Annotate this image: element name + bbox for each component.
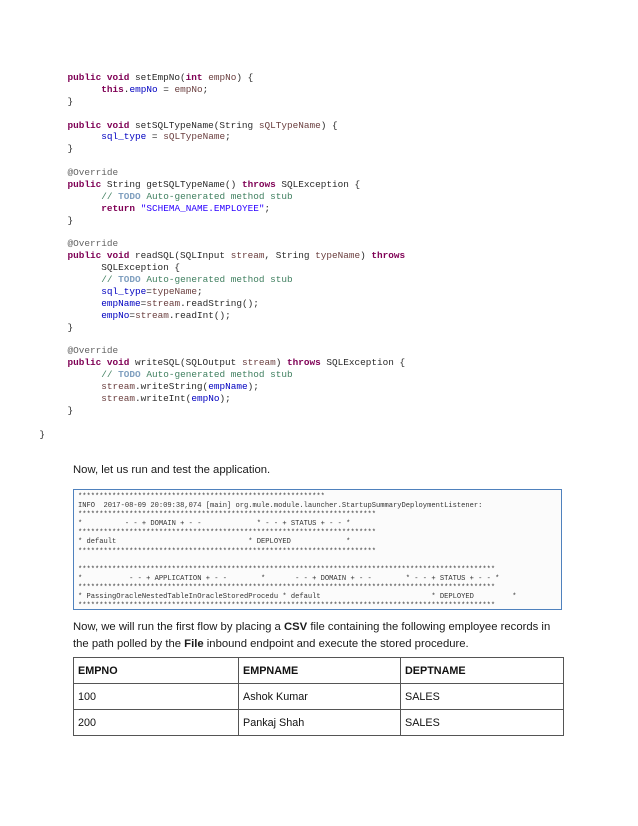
table-cell: 200 <box>74 710 239 736</box>
code-line-get-sql-type-name: public String getSQLTypeName() throws SQLException { <box>67 179 361 191</box>
table-row <box>74 710 564 736</box>
code-line: stream.writeString(empName); <box>101 381 259 393</box>
code-line: } <box>67 143 74 155</box>
code-line-comment: // TODO Auto-generated method stub <box>101 190 293 202</box>
code-line-class-close: } <box>39 428 46 440</box>
column-header-empno: EMPNO <box>74 658 239 684</box>
column-header-empname: EMPNAME <box>239 658 401 684</box>
table-cell: Ashok Kumar <box>239 684 401 710</box>
code-line: empName=stream.readString(); <box>101 297 259 309</box>
console-line: ********************************************************************** <box>78 529 376 538</box>
console-output-panel <box>73 489 562 610</box>
console-line: ********************************************************************** <box>78 511 376 520</box>
code-line: @Override <box>67 167 119 179</box>
console-line: INFO 2017-08-09 20:09:38,074 [main] org.mule.module.launcher.StartupSummaryDeploymentListener: <box>78 502 483 511</box>
console-line: ********************************************************************** <box>78 547 376 556</box>
code-line: stream.writeInt(empNo); <box>101 393 231 405</box>
code-line: sql_type = sQLTypeName; <box>101 131 231 143</box>
code-line-blank <box>0 155 405 167</box>
console-line: * - - + APPLICATION + - - * - - + DOMAIN + - - * - - + STATUS + - - * <box>78 574 500 583</box>
intro-paragraph: Now, let us run and test the application. <box>73 464 271 476</box>
java-code-listing <box>0 72 405 441</box>
file-term: File <box>184 638 204 650</box>
code-line-read-sql: public void readSQL(SQLInput stream, String typeName) throws <box>67 250 406 262</box>
code-line: } <box>67 404 74 416</box>
console-line: * default * DEPLOYED * <box>78 538 351 547</box>
table-cell: 100 <box>74 684 239 710</box>
flow-paragraph: Now, we will run the first flow by placing a CSV file containing the following employee records in the path polled by the File inbound endpoint and execute the stored procedure. <box>73 621 551 650</box>
console-line: * - - + DOMAIN + - - * - - + STATUS + - - * <box>78 520 351 529</box>
code-line: } <box>67 321 74 333</box>
code-line: SQLException { <box>101 262 181 274</box>
code-line: } <box>67 214 74 226</box>
code-line-blank <box>0 108 405 120</box>
code-line-blank <box>0 227 405 239</box>
code-line: empNo=stream.readInt(); <box>101 309 231 321</box>
code-line-set-emp-no: public void setEmpNo(int empNo) { <box>67 72 254 83</box>
code-line: sql_type=typeName; <box>101 286 203 298</box>
code-line-write-sql: public void writeSQL(SQLOutput stream) throws SQLException { <box>67 357 406 369</box>
console-log <box>78 493 561 610</box>
table-header-row <box>74 658 564 684</box>
code-line-blank <box>0 417 405 429</box>
code-line: } <box>67 95 74 107</box>
code-line-comment: // TODO Auto-generated method stub <box>101 369 293 381</box>
console-line: ************************************************************************************************** <box>78 565 496 574</box>
code-line-set-sql-type-name: public void setSQLTypeName(String sQLTypeName) { <box>67 119 338 131</box>
console-line: ********************************************************** <box>78 493 325 501</box>
code-line-blank <box>0 334 405 346</box>
console-line: * PassingOracleNestedTableInOracleStoredProcedu * default * DEPLOYED * <box>78 593 517 602</box>
csv-term: CSV <box>283 621 308 633</box>
code-line: return "SCHEMA_NAME.EMPLOYEE"; <box>101 202 271 214</box>
table-cell: SALES <box>401 684 564 710</box>
table-row <box>74 684 564 710</box>
code-line: @Override <box>67 238 119 250</box>
employee-records-table <box>73 657 564 736</box>
code-line-comment: // TODO Auto-generated method stub <box>101 274 293 286</box>
column-header-deptname: DEPTNAME <box>401 658 564 684</box>
code-line: @Override <box>67 345 119 357</box>
table-cell: SALES <box>401 710 564 736</box>
code-line: this.empNo = empNo; <box>101 83 209 95</box>
table-cell: Pankaj Shah <box>239 710 401 736</box>
console-line: ************************************************************************************************** <box>78 602 496 610</box>
console-line: ************************************************************************************************** <box>78 583 496 592</box>
